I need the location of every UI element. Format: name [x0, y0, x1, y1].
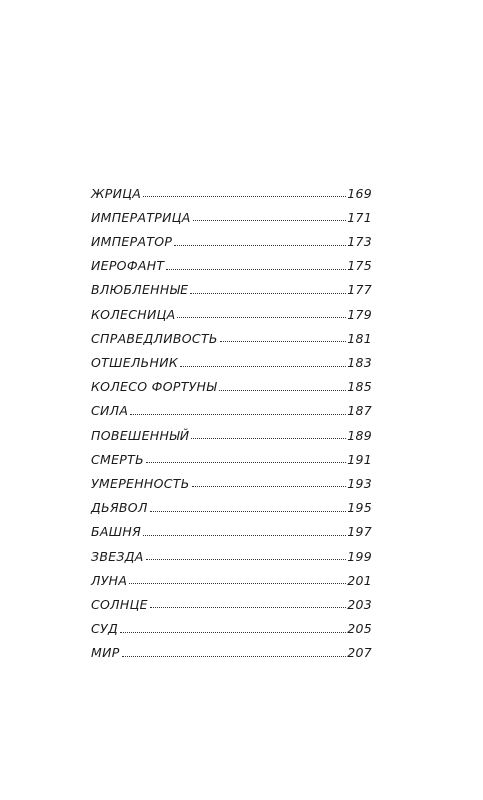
toc-entry[interactable]: [91, 442, 372, 466]
toc-entry-title: ЛУНА: [91, 572, 128, 588]
dot-leader: [219, 389, 346, 391]
toc-entry[interactable]: [91, 321, 372, 345]
toc-entry-page: 169: [347, 185, 372, 201]
dot-leader: [190, 292, 346, 294]
dot-leader: [177, 316, 346, 318]
toc-entry-title: ОТШЕЛЬНИК: [91, 355, 179, 370]
toc-entry[interactable]: [91, 418, 372, 442]
toc-entry-title: КОЛЕСО ФОРТУНЫ: [91, 379, 217, 395]
dot-leader: [191, 437, 346, 439]
toc-entry-page: 181: [347, 330, 372, 346]
toc-entry-title: СПРАВЕДЛИВОСТЬ: [91, 330, 218, 346]
toc-entry-title: ЗВЕЗДА: [91, 548, 144, 564]
dot-leader: [143, 534, 346, 536]
toc-entry[interactable]: [91, 297, 372, 321]
toc-entry-page: 205: [347, 621, 372, 637]
dot-leader: [174, 244, 346, 246]
dot-leader: [146, 558, 347, 560]
dot-leader: [180, 365, 346, 367]
dot-leader: [129, 582, 346, 584]
toc-entry[interactable]: [91, 176, 372, 200]
toc-entry-page: 199: [347, 548, 372, 564]
toc-entry-page: 179: [347, 306, 372, 322]
toc-entry[interactable]: [91, 394, 372, 418]
toc-entry-title: ИЕРОФАНТ: [91, 258, 165, 274]
toc-entry-title: БАШНЯ: [91, 524, 142, 540]
dot-leader: [122, 655, 347, 657]
toc-entry[interactable]: [91, 273, 372, 297]
toc-entry[interactable]: [91, 370, 372, 394]
dot-leader: [120, 631, 346, 633]
table-of-contents: [91, 176, 372, 660]
toc-entry-page: 203: [347, 596, 372, 612]
toc-entry-title: УМЕРЕННОСТЬ: [91, 475, 190, 491]
toc-entry-title: ЖРИЦА: [91, 185, 142, 201]
dot-leader: [146, 461, 346, 463]
dot-leader: [192, 485, 347, 487]
toc-entry-page: 191: [347, 451, 372, 467]
toc-entry[interactable]: [91, 345, 372, 369]
toc-entry-page: 187: [347, 403, 372, 419]
toc-entry-page: 207: [347, 645, 372, 661]
toc-entry-title: МИР: [91, 645, 120, 661]
toc-entry-page: 189: [347, 427, 372, 443]
toc-entry[interactable]: [91, 200, 372, 224]
toc-entry[interactable]: [91, 515, 372, 539]
toc-entry-title: ВЛЮБЛЕННЫЕ: [91, 282, 189, 298]
toc-entry[interactable]: [91, 466, 372, 490]
dot-leader: [150, 606, 346, 608]
toc-entry-page: 195: [347, 500, 372, 516]
toc-entry[interactable]: [91, 587, 372, 611]
dot-leader: [193, 219, 347, 221]
toc-entry[interactable]: [91, 611, 372, 635]
toc-entry-page: 175: [347, 258, 372, 274]
toc-entry[interactable]: [91, 539, 372, 563]
toc-entry-page: 171: [347, 209, 372, 225]
toc-entry[interactable]: [91, 490, 372, 514]
toc-entry-title: ДЬЯВОЛ: [91, 500, 148, 516]
dot-leader: [166, 268, 346, 270]
toc-entry-title: КОЛЕСНИЦА: [91, 306, 176, 322]
toc-entry-page: 183: [347, 355, 372, 370]
toc-entry-title: ИМПЕРАТРИЦА: [91, 209, 191, 225]
toc-entry-page: 177: [347, 282, 372, 298]
toc-entry-page: 185: [347, 379, 372, 395]
toc-entry-title: СИЛА: [91, 403, 129, 419]
toc-entry-page: 173: [347, 234, 372, 250]
dot-leader: [150, 510, 347, 512]
toc-entry-page: 201: [347, 572, 372, 588]
toc-entry-page: 197: [347, 524, 372, 540]
toc-entry-title: СУД: [91, 621, 119, 637]
toc-entry-page: 193: [347, 475, 372, 491]
dot-leader: [130, 413, 346, 415]
dot-leader: [220, 340, 346, 342]
toc-entry[interactable]: [91, 636, 372, 660]
dot-leader: [143, 195, 346, 197]
toc-entry[interactable]: [91, 249, 372, 273]
toc-entry-title: ПОВЕШЕННЫЙ: [91, 427, 190, 443]
toc-entry-title: СОЛНЦЕ: [91, 596, 148, 612]
toc-entry[interactable]: [91, 224, 372, 248]
toc-entry-title: ИМПЕРАТОР: [91, 234, 173, 250]
toc-entry[interactable]: [91, 563, 372, 587]
toc-entry-title: СМЕРТЬ: [91, 451, 144, 467]
